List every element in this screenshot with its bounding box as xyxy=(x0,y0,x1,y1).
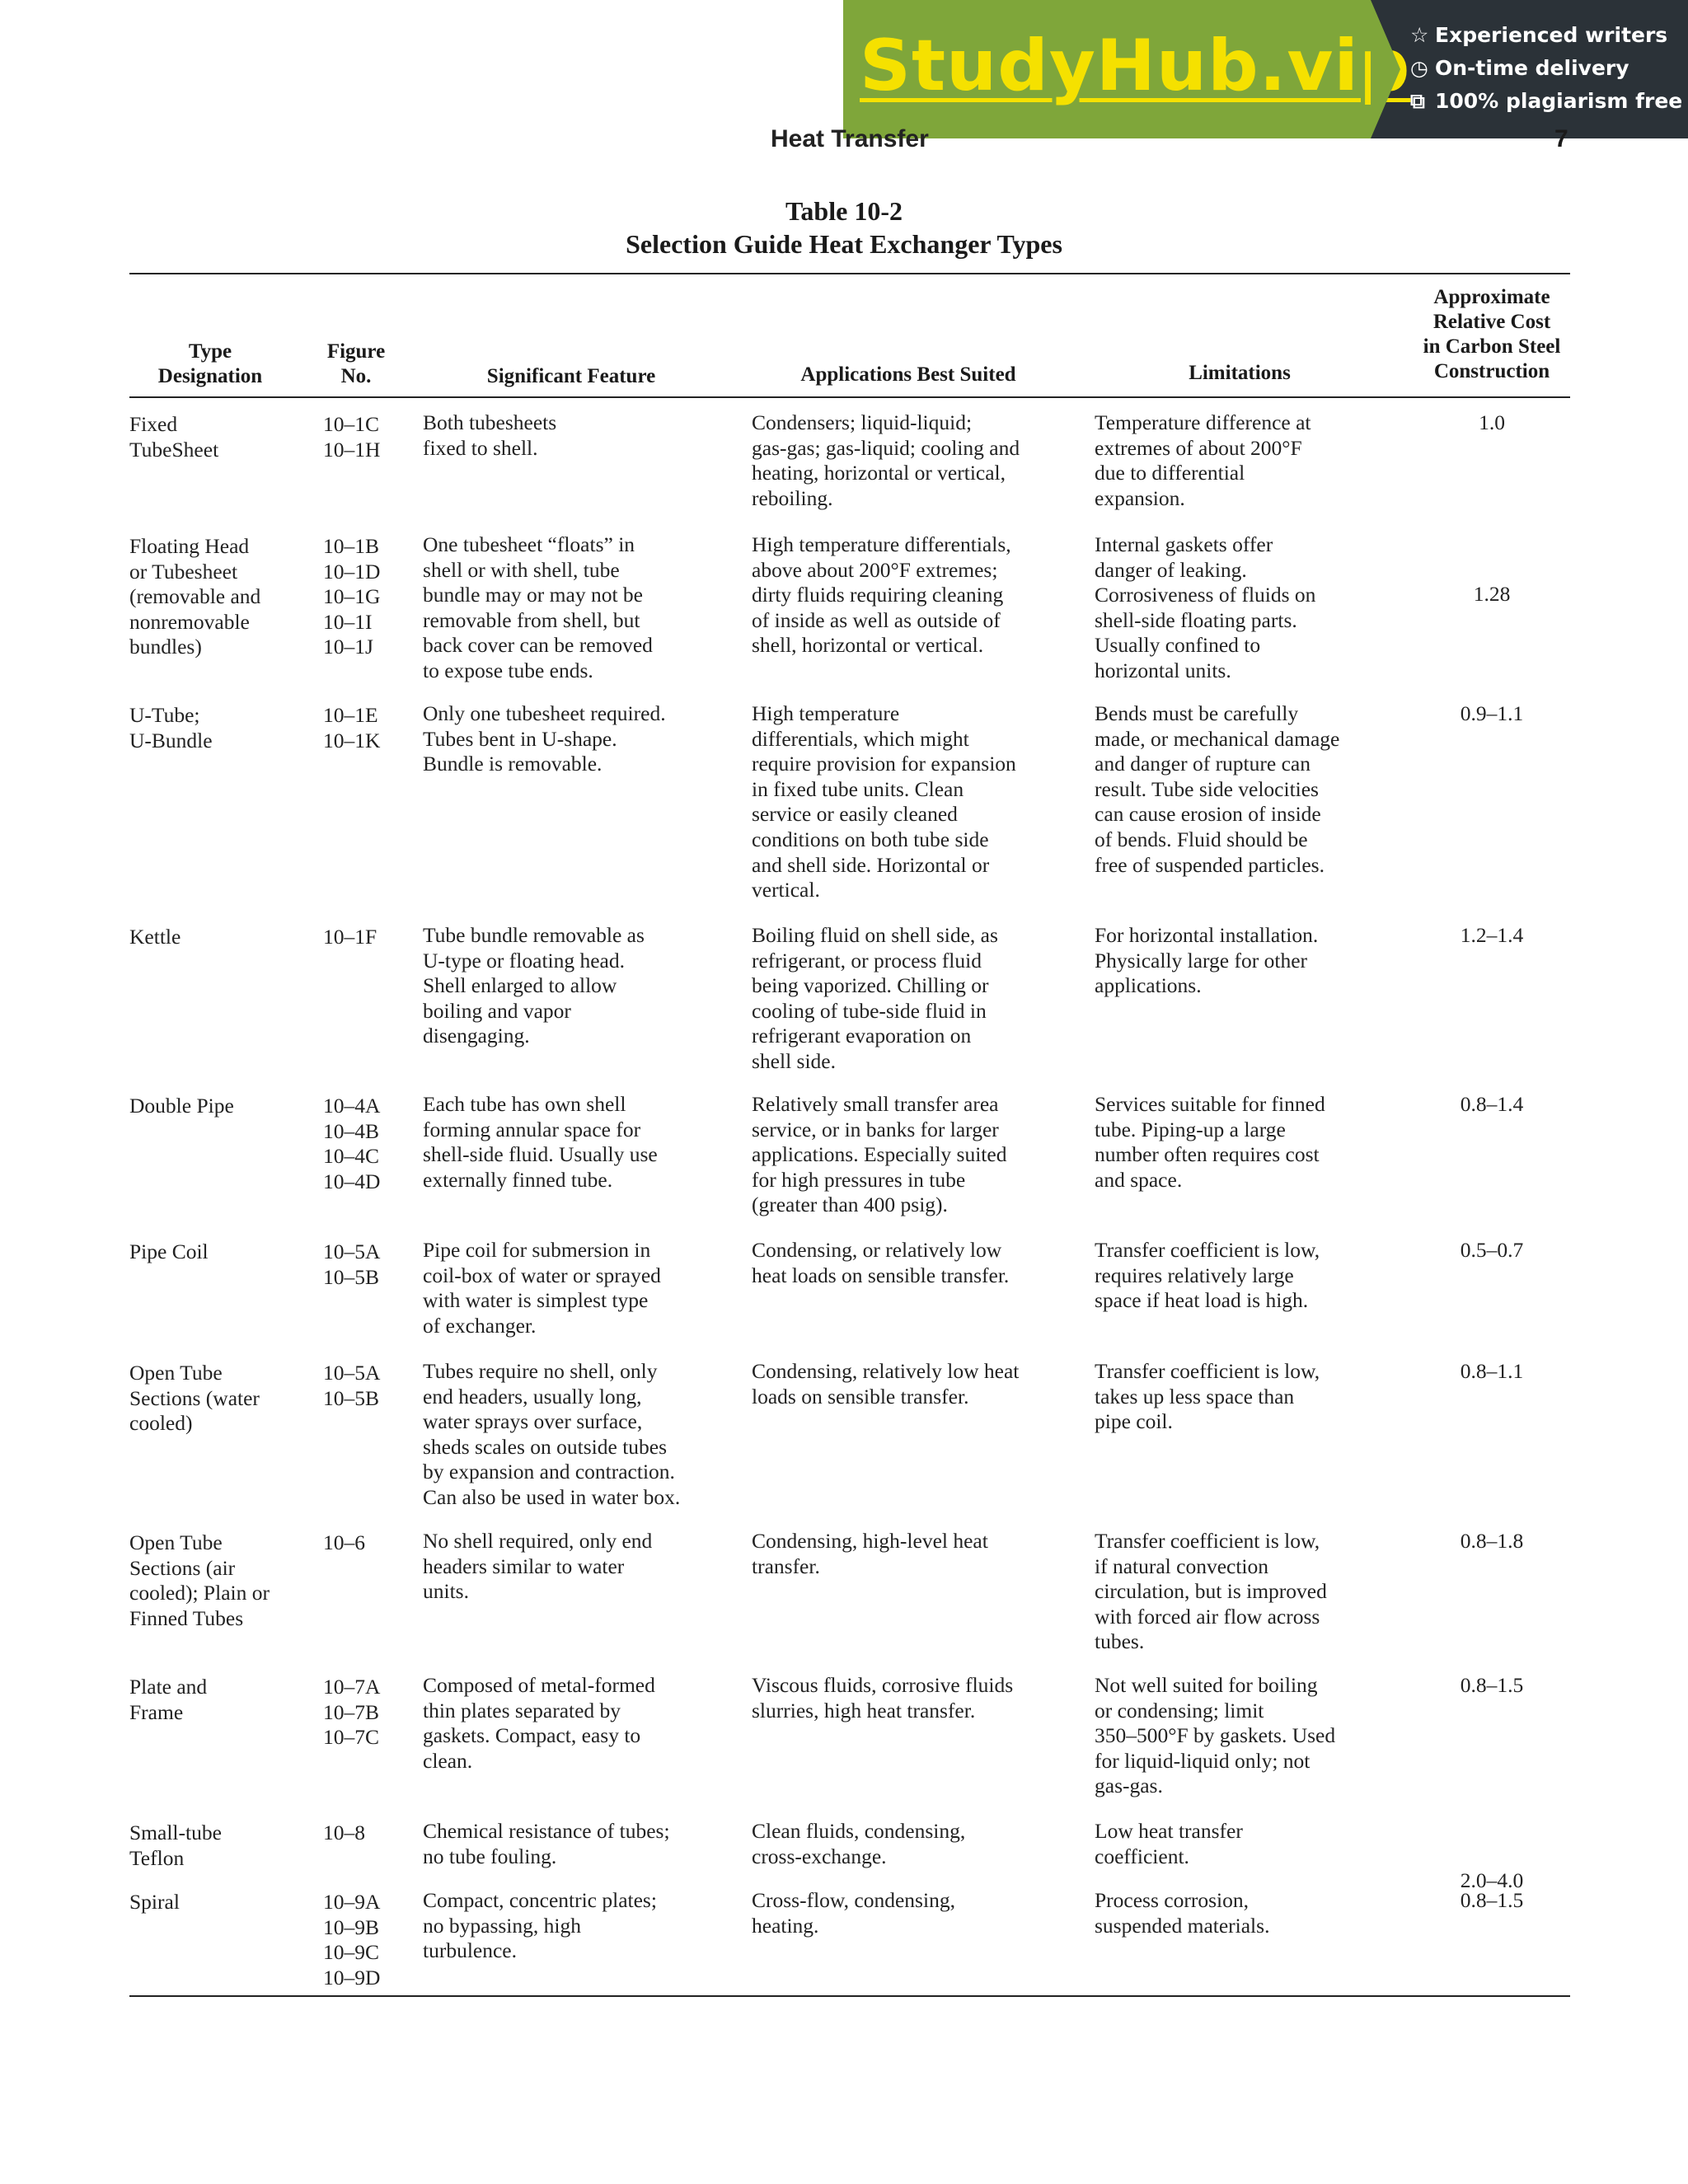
cell-relative-cost: 1.0 xyxy=(1479,410,1505,434)
cell-significant-feature: Chemical resistance of tubes; no tube fouling. xyxy=(423,1819,670,1868)
cell-limitations: Low heat transfer coefficient. xyxy=(1095,1819,1243,1868)
cell-significant-feature: Tube bundle removable as U-type or floating head. Shell enlarged to allow boiling and vapor disengaging. xyxy=(423,923,645,1048)
cell-figure-no: 10–1F xyxy=(323,925,377,949)
cell-applications: Condensing, high-level heat transfer. xyxy=(752,1529,988,1578)
table-header-rule xyxy=(129,396,1570,398)
cell-type-designation: Fixed TubeSheet xyxy=(129,412,219,462)
cell-figure-no: 10–7A 10–7B 10–7C xyxy=(323,1675,381,1750)
cell-limitations: Transfer coefficient is low, takes up less space than pipe coil. xyxy=(1095,1359,1320,1434)
cell-relative-cost: 0.8–1.1 xyxy=(1460,1359,1524,1383)
cell-relative-cost: 0.8–1.5 xyxy=(1460,1888,1524,1912)
banner-feature-3: ⧉ 100% plagiarism free xyxy=(1410,89,1683,113)
cell-significant-feature: Pipe coil for submersion in coil-box of water or sprayed with water is simplest type of exchanger. xyxy=(423,1238,661,1338)
cell-applications: Cross-flow, condensing, heating. xyxy=(752,1888,955,1938)
cell-applications: Clean fluids, condensing, cross-exchange. xyxy=(752,1819,966,1868)
cell-limitations: For horizontal installation. Physically large for other applications. xyxy=(1095,923,1319,998)
cell-significant-feature: Each tube has own shell forming annular space for shell-side fluid. Usually use externally finned tube. xyxy=(423,1092,658,1192)
cell-applications: Boiling fluid on shell side, as refrigerant, or process fluid being vaporized. Chilling or cooling of tube-side fluid in refrigerant evaporation on shell side. xyxy=(752,923,998,1073)
cell-type-designation: U-Tube; U-Bundle xyxy=(129,703,213,752)
cell-applications: Relatively small transfer area service, or in banks for larger applications. Especially suited for high pressures in tube (greater than 400 psig). xyxy=(752,1092,1007,1217)
cell-applications: Condensing, relatively low heat loads on sensible transfer. xyxy=(752,1359,1020,1408)
cell-significant-feature: Both tubesheets fixed to shell. xyxy=(423,410,557,460)
cell-significant-feature: Only one tubesheet required. Tubes bent in U-shape. Bundle is removable. xyxy=(423,701,666,776)
table-title: Selection Guide Heat Exchanger Types xyxy=(626,229,1062,259)
cell-relative-cost: 2.0–4.0 xyxy=(1460,1868,1524,1892)
cell-figure-no: 10–8 xyxy=(323,1821,365,1844)
cell-figure-no: 10–6 xyxy=(323,1530,365,1554)
cell-relative-cost: 0.8–1.8 xyxy=(1460,1529,1524,1553)
copy-check-icon: ⧉ xyxy=(1410,89,1425,113)
cell-applications: Condensing, or relatively low heat loads on sensible transfer. xyxy=(752,1238,1010,1287)
banner-feature-2: ◷ On-time delivery xyxy=(1410,56,1629,80)
header-significant-feature: Significant Feature xyxy=(486,365,656,387)
cell-limitations: Bends must be carefully made, or mechanical damage and danger of rupture can result. Tube side velocities can cause erosion of inside of bends. Fluid should be free of suspended particles. xyxy=(1095,701,1340,877)
cell-relative-cost: 0.8–1.4 xyxy=(1460,1092,1524,1116)
cell-relative-cost: 0.9–1.1 xyxy=(1460,701,1524,725)
cell-figure-no: 10–1B 10–1D 10–1G 10–1I 10–1J xyxy=(323,534,381,659)
cell-limitations: Internal gaskets offer danger of leaking. Corrosiveness of fluids on shell-side floating parts. Usually confined to horizontal units. xyxy=(1095,532,1316,682)
banner-feature-1: ☆ Experienced writers xyxy=(1410,23,1668,47)
cell-limitations: Services suitable for finned tube. Piping-up a large number often requires cost and space. xyxy=(1095,1092,1325,1192)
cell-applications: High temperature differentials, which might require provision for expansion in fixed tube units. Clean service or easily cleaned conditions on both tube side and shell side. Horizontal or vertical. xyxy=(752,701,1016,902)
cell-limitations: Transfer coefficient is low, requires relatively large space if heat load is high. xyxy=(1095,1238,1320,1313)
header-limitations: Limitations xyxy=(1189,362,1291,384)
cell-significant-feature: Composed of metal-formed thin plates separated by gaskets. Compact, easy to clean. xyxy=(423,1673,655,1773)
header-relative-cost: Approximate Relative Cost in Carbon Steel Construction xyxy=(1423,286,1561,382)
banner-arrow-shape xyxy=(1371,0,1400,138)
table-bottom-rule xyxy=(129,1995,1570,1997)
cell-type-designation: Small-tube Teflon xyxy=(129,1821,222,1870)
cell-type-designation: Double Pipe xyxy=(129,1094,234,1118)
clock-icon: ◷ xyxy=(1410,56,1428,80)
cell-type-designation: Floating Head or Tubesheet (removable and nonremovable bundles) xyxy=(129,534,261,659)
promo-banner[interactable] xyxy=(843,0,1688,138)
cell-significant-feature: Tubes require no shell, only end headers, usually long, water sprays over surface, sheds scales on outside tubes by expansion and contraction. Can also be used in water box. xyxy=(423,1359,681,1509)
table-top-rule xyxy=(129,273,1570,274)
cell-applications: Viscous fluids, corrosive fluids slurries, high heat transfer. xyxy=(752,1673,1014,1722)
cell-significant-feature: Compact, concentric plates; no bypassing, high turbulence. xyxy=(423,1888,657,1963)
cell-applications: Condensers; liquid-liquid; gas-gas; gas-liquid; cooling and heating, horizontal or vertical, reboiling. xyxy=(752,410,1020,510)
cell-relative-cost: 0.8–1.5 xyxy=(1460,1673,1524,1697)
cell-limitations: Process corrosion, suspended materials. xyxy=(1095,1888,1270,1938)
cell-type-designation: Pipe Coil xyxy=(129,1240,209,1263)
cell-type-designation: Open Tube Sections (air cooled); Plain or Finned Tubes xyxy=(129,1530,270,1630)
cell-type-designation: Plate and Frame xyxy=(129,1675,208,1724)
cell-applications: High temperature differentials, above about 200°F extremes; dirty fluids requiring cleaning of inside as well as outside of shell, horizontal or vertical. xyxy=(752,532,1011,658)
header-type-designation: Type Designation xyxy=(157,340,263,387)
table-number: Table 10-2 xyxy=(785,196,903,226)
cell-figure-no: 10–9A 10–9B 10–9C 10–9D xyxy=(323,1890,381,1990)
header-figure-no: Figure No. xyxy=(326,340,386,387)
cell-significant-feature: No shell required, only end headers similar to water units. xyxy=(423,1529,653,1604)
page-number: 7 xyxy=(1554,125,1568,152)
header-applications: Applications Best Suited xyxy=(800,363,1016,386)
banner-logo-panel xyxy=(843,0,1411,138)
cell-figure-no: 10–5A 10–5B xyxy=(323,1240,381,1289)
star-icon: ☆ xyxy=(1410,23,1429,47)
cell-type-designation: Open Tube Sections (water cooled) xyxy=(129,1361,260,1436)
cell-relative-cost: 1.28 xyxy=(1473,582,1511,606)
cell-figure-no: 10–1E 10–1K xyxy=(323,703,381,752)
cell-type-designation: Spiral xyxy=(129,1890,180,1914)
cell-limitations: Transfer coefficient is low, if natural convection circulation, but is improved with forced air flow across tubes. xyxy=(1095,1529,1327,1654)
cell-relative-cost: 1.2–1.4 xyxy=(1460,923,1524,947)
cell-significant-feature: One tubesheet “floats” in shell or with shell, tube bundle may or may not be removable from shell, but back cover can be removed to expose tube ends. xyxy=(423,532,653,682)
cell-relative-cost: 0.5–0.7 xyxy=(1460,1238,1524,1262)
cell-type-designation: Kettle xyxy=(129,925,181,949)
cell-figure-no: 10–4A 10–4B 10–4C 10–4D xyxy=(323,1094,381,1193)
running-head: Heat Transfer xyxy=(771,125,929,152)
cell-limitations: Temperature difference at extremes of about 200°F due to differential expansion. xyxy=(1095,410,1311,510)
cell-figure-no: 10–5A 10–5B xyxy=(323,1361,381,1410)
cell-limitations: Not well suited for boiling or condensing; limit 350–500°F by gaskets. Used for liquid-liquid only; not gas-gas. xyxy=(1095,1673,1336,1798)
studyhub-logo[interactable]: StudyHub.vip xyxy=(860,25,1411,107)
cell-figure-no: 10–1C 10–1H xyxy=(323,412,381,462)
